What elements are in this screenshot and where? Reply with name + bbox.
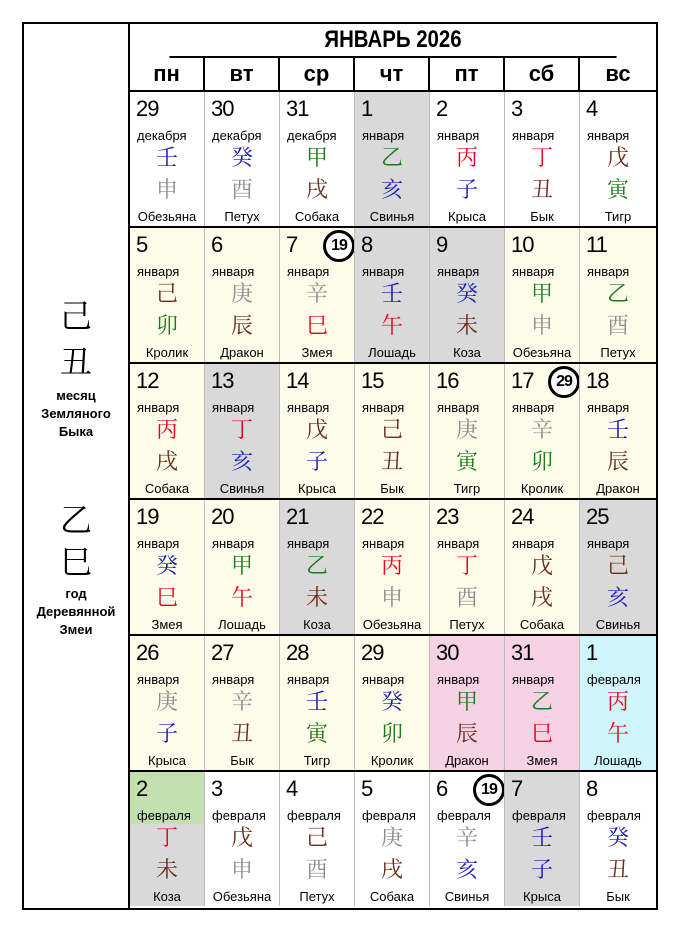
- day-number: 28: [286, 640, 309, 665]
- day-number: 29: [136, 96, 159, 121]
- heavenly-stem: 癸: [455, 282, 478, 307]
- heavenly-stem: 辛: [230, 690, 253, 715]
- animal-name: Свинья: [369, 209, 415, 224]
- day-number: 3: [211, 776, 223, 801]
- month-name: января: [437, 128, 480, 143]
- day-cell[interactable]: [580, 772, 656, 906]
- day-number: 15: [361, 368, 384, 393]
- month-name: января: [362, 128, 405, 143]
- heavenly-stem: 辛: [530, 418, 553, 443]
- week-row: [130, 636, 656, 772]
- heavenly-stem: 甲: [530, 282, 553, 307]
- month-name: февраля: [362, 808, 416, 823]
- month-name: января: [137, 264, 180, 279]
- month-stem: 己: [59, 297, 92, 335]
- earthly-branch: 子: [455, 178, 478, 203]
- earthly-branch: 戌: [530, 586, 553, 611]
- weekday-label: вс: [605, 61, 631, 86]
- month-name: февраля: [587, 808, 641, 823]
- month-name: января: [437, 672, 480, 687]
- day-number: 8: [361, 232, 373, 257]
- day-number: 10: [511, 232, 534, 257]
- day-number: 25: [586, 504, 609, 529]
- month-name: января: [137, 400, 180, 415]
- earthly-branch: 巳: [305, 314, 328, 339]
- weekday-header: [130, 58, 656, 92]
- day-cell[interactable]: [430, 772, 505, 906]
- earthly-branch: 酉: [455, 586, 478, 611]
- month-name: января: [137, 672, 180, 687]
- day-cell[interactable]: [130, 92, 205, 226]
- week-row: [130, 92, 656, 228]
- day-number: 31: [511, 640, 534, 665]
- earthly-branch: 卯: [155, 314, 178, 339]
- day-cell[interactable]: [580, 636, 656, 770]
- earthly-branch: 申: [380, 586, 403, 611]
- animal-name: Коза: [303, 617, 331, 632]
- day-cell[interactable]: [130, 228, 205, 362]
- day-number: 1: [361, 96, 373, 121]
- animal-name: Лошадь: [368, 345, 416, 360]
- year-branch: 巳: [59, 543, 92, 581]
- animal-name: Змея: [526, 753, 558, 768]
- earthly-branch: 未: [305, 586, 328, 611]
- earthly-branch: 酉: [230, 178, 253, 203]
- heavenly-stem: 己: [305, 826, 328, 851]
- day-cell[interactable]: [280, 636, 355, 770]
- animal-name: Крыса: [298, 481, 336, 496]
- month-name: января: [512, 672, 555, 687]
- day-number: 16: [436, 368, 459, 393]
- earthly-branch: 巳: [155, 586, 178, 611]
- day-number: 11: [586, 232, 607, 257]
- day-cell[interactable]: [205, 500, 280, 634]
- animal-name: Собака: [144, 481, 190, 496]
- day-cell[interactable]: [355, 500, 430, 634]
- earthly-branch: 卯: [380, 722, 403, 747]
- weeks-container: [130, 92, 656, 906]
- day-cell[interactable]: [280, 92, 355, 226]
- earthly-branch: 寅: [305, 722, 328, 747]
- animal-name: Собака: [369, 889, 415, 904]
- month-name: января: [362, 672, 405, 687]
- heavenly-stem: 庚: [230, 282, 253, 307]
- day-cell[interactable]: [130, 500, 205, 634]
- heavenly-stem: 丙: [155, 418, 178, 443]
- animal-name: Крыса: [448, 209, 486, 224]
- day-number: 24: [511, 504, 534, 529]
- animal-name: Бык: [380, 481, 404, 496]
- animal-name: Коза: [153, 889, 181, 904]
- animal-name: Крыса: [148, 753, 186, 768]
- lunar-day-badge: 19: [473, 774, 505, 806]
- month-label-line2: Земляного: [41, 406, 111, 421]
- earthly-branch: 未: [455, 314, 478, 339]
- animal-name: Дракон: [445, 753, 489, 768]
- month-name: декабря: [212, 128, 262, 143]
- month-name: декабря: [137, 128, 187, 143]
- month-name: января: [212, 264, 255, 279]
- day-number: 4: [586, 96, 598, 121]
- month-name: января: [437, 264, 480, 279]
- earthly-branch: 巳: [530, 722, 553, 747]
- day-number: 6: [436, 776, 448, 801]
- animal-name: Бык: [606, 889, 630, 904]
- heavenly-stem: 壬: [530, 826, 553, 851]
- earthly-branch: 未: [155, 858, 178, 883]
- day-cell[interactable]: [205, 636, 280, 770]
- month-name: января: [362, 400, 405, 415]
- page-title: ЯНВАРЬ 2026: [169, 24, 616, 58]
- day-number: 14: [286, 368, 309, 393]
- day-cell[interactable]: [355, 228, 430, 362]
- heavenly-stem: 癸: [155, 554, 178, 579]
- week-row: [130, 772, 656, 906]
- month-name: января: [287, 536, 330, 551]
- day-number: 7: [511, 776, 523, 801]
- day-cell[interactable]: [355, 636, 430, 770]
- day-cell[interactable]: [130, 636, 205, 770]
- day-cell[interactable]: [430, 228, 505, 362]
- heavenly-stem: 癸: [380, 690, 403, 715]
- day-cell[interactable]: [205, 228, 280, 362]
- heavenly-stem: 庚: [380, 826, 403, 851]
- day-number: 27: [211, 640, 234, 665]
- month-name: января: [137, 536, 180, 551]
- day-cell[interactable]: [355, 772, 430, 906]
- calendar-frame: [22, 22, 658, 910]
- animal-name: Змея: [301, 345, 333, 360]
- month-name: января: [287, 672, 330, 687]
- animal-name: Кролик: [145, 345, 189, 360]
- earthly-branch: 酉: [305, 858, 328, 883]
- animal-name: Петух: [449, 617, 485, 632]
- month-name: января: [512, 264, 555, 279]
- month-label-line1: месяц: [56, 388, 96, 403]
- day-cell[interactable]: [430, 364, 505, 498]
- heavenly-stem: 辛: [455, 826, 478, 851]
- heavenly-stem: 壬: [155, 146, 178, 171]
- month-name: декабря: [287, 128, 337, 143]
- day-cell[interactable]: [205, 364, 280, 498]
- heavenly-stem: 辛: [305, 282, 328, 307]
- day-cell[interactable]: [580, 228, 656, 362]
- lunar-day-badge: 19: [323, 230, 355, 262]
- month-name: января: [287, 400, 330, 415]
- day-number: 7: [286, 232, 298, 257]
- day-cell[interactable]: [280, 228, 355, 362]
- day-number: 26: [136, 640, 159, 665]
- earthly-branch: 丑: [530, 178, 553, 203]
- animal-name: Свинья: [444, 889, 490, 904]
- heavenly-stem: 壬: [305, 690, 328, 715]
- heavenly-stem: 戊: [530, 554, 553, 579]
- day-number: 29: [361, 640, 384, 665]
- animal-name: Коза: [453, 345, 481, 360]
- day-cell[interactable]: [130, 772, 205, 906]
- year-label-line1: год: [65, 586, 87, 601]
- week-row: [130, 500, 656, 636]
- day-cell[interactable]: [205, 772, 280, 906]
- day-number: 5: [361, 776, 373, 801]
- heavenly-stem: 庚: [455, 418, 478, 443]
- earthly-branch: 申: [530, 314, 553, 339]
- day-number: 19: [136, 504, 159, 529]
- earthly-branch: 亥: [380, 178, 403, 203]
- animal-name: Дракон: [596, 481, 640, 496]
- month-name: января: [362, 536, 405, 551]
- heavenly-stem: 丙: [606, 690, 629, 715]
- month-name: февраля: [287, 808, 341, 823]
- month-name: января: [287, 264, 330, 279]
- day-number: 4: [286, 776, 298, 801]
- day-cell[interactable]: [505, 772, 580, 906]
- earthly-branch: 卯: [530, 450, 553, 475]
- weekday-label: пн: [130, 58, 205, 90]
- day-cell[interactable]: [430, 636, 505, 770]
- weekday-label: чт: [355, 58, 430, 90]
- month-name: января: [512, 536, 555, 551]
- month-name: января: [587, 400, 630, 415]
- day-number: 20: [211, 504, 234, 529]
- earthly-branch: 丑: [380, 450, 403, 475]
- earthly-branch: 午: [230, 586, 253, 611]
- heavenly-stem: 丙: [455, 146, 478, 171]
- day-number: 21: [286, 504, 309, 529]
- month-name: января: [587, 536, 630, 551]
- week-row: [130, 364, 656, 500]
- month-name: февраля: [512, 808, 566, 823]
- month-name: января: [587, 264, 630, 279]
- animal-name: Собака: [519, 617, 565, 632]
- heavenly-stem: 己: [155, 282, 178, 307]
- animal-name: Бык: [230, 753, 254, 768]
- heavenly-stem: 己: [606, 554, 629, 579]
- day-cell[interactable]: [280, 364, 355, 498]
- month-label-line3: Быка: [58, 424, 94, 439]
- earthly-branch: 丑: [606, 858, 629, 883]
- animal-name: Лошадь: [594, 753, 642, 768]
- animal-name: Обезьяна: [212, 889, 272, 904]
- month-name: января: [212, 400, 255, 415]
- year-stem: 乙: [59, 501, 92, 539]
- day-number: 1: [586, 640, 598, 665]
- heavenly-stem: 戊: [606, 146, 629, 171]
- animal-name: Петух: [224, 209, 260, 224]
- earthly-branch: 午: [606, 722, 629, 747]
- day-number: 2: [436, 96, 448, 121]
- earthly-branch: 辰: [606, 450, 629, 475]
- animal-name: Бык: [530, 209, 554, 224]
- day-cell[interactable]: [505, 228, 580, 362]
- day-cell[interactable]: [430, 500, 505, 634]
- month-name: января: [587, 128, 630, 143]
- day-cell[interactable]: [355, 92, 430, 226]
- earthly-branch: 子: [305, 450, 328, 475]
- day-number: 23: [436, 504, 459, 529]
- day-cell[interactable]: [430, 92, 505, 226]
- heavenly-stem: 甲: [455, 690, 478, 715]
- heavenly-stem: 戊: [305, 418, 328, 443]
- day-cell[interactable]: [580, 500, 656, 634]
- earthly-branch: 寅: [455, 450, 478, 475]
- day-number: 9: [436, 232, 448, 257]
- animal-name: Дракон: [220, 345, 264, 360]
- day-number: 31: [286, 96, 309, 121]
- earthly-branch: 辰: [455, 722, 478, 747]
- month-name: января: [512, 400, 555, 415]
- animal-name: Свинья: [595, 617, 641, 632]
- earthly-branch: 亥: [455, 858, 478, 883]
- animal-name: Лошадь: [218, 617, 266, 632]
- month-branch: 丑: [59, 343, 92, 381]
- animal-name: Крыса: [523, 889, 561, 904]
- month-name: января: [437, 400, 480, 415]
- heavenly-stem: 己: [380, 418, 403, 443]
- heavenly-stem: 甲: [230, 554, 253, 579]
- day-number: 18: [586, 368, 609, 393]
- weekday-label: ср: [280, 58, 355, 90]
- day-cell[interactable]: [280, 772, 355, 906]
- day-number: 12: [136, 368, 159, 393]
- day-number: 8: [586, 776, 598, 801]
- month-name: февраля: [437, 808, 491, 823]
- earthly-branch: 辰: [230, 314, 253, 339]
- day-number: 6: [211, 232, 223, 257]
- heavenly-stem: 丙: [380, 554, 403, 579]
- earthly-branch: 酉: [606, 314, 629, 339]
- heavenly-stem: 丁: [455, 554, 478, 579]
- earthly-branch: 寅: [606, 178, 629, 203]
- animal-name: Обезьяна: [512, 345, 572, 360]
- month-name: февраля: [587, 672, 641, 687]
- animal-name: Кролик: [370, 753, 414, 768]
- earthly-branch: 子: [530, 858, 553, 883]
- heavenly-stem: 乙: [606, 282, 629, 307]
- heavenly-stem: 丁: [530, 146, 553, 171]
- calendar-grid: [130, 24, 656, 906]
- earthly-branch: 亥: [606, 586, 629, 611]
- heavenly-stem: 丁: [230, 418, 253, 443]
- heavenly-stem: 癸: [606, 826, 629, 851]
- animal-name: Кролик: [520, 481, 564, 496]
- animal-name: Обезьяна: [137, 209, 197, 224]
- animal-name: Обезьяна: [362, 617, 422, 632]
- month-name: января: [512, 128, 555, 143]
- day-cell[interactable]: [505, 636, 580, 770]
- animal-name: Петух: [299, 889, 335, 904]
- year-label-line2: Деревянной: [36, 604, 116, 619]
- day-cell[interactable]: [580, 364, 656, 498]
- animal-name: Тигр: [604, 209, 632, 224]
- month-name: февраля: [212, 808, 266, 823]
- earthly-branch: 戌: [305, 178, 328, 203]
- weekday-label: вт: [205, 58, 280, 90]
- animal-name: Свинья: [219, 481, 265, 496]
- weekday-label: пт: [430, 58, 505, 90]
- heavenly-stem: 乙: [305, 554, 328, 579]
- heavenly-stem: 甲: [305, 146, 328, 171]
- heavenly-stem: 乙: [530, 690, 553, 715]
- day-number: 17: [511, 368, 534, 393]
- heavenly-stem: 庚: [155, 690, 178, 715]
- day-cell[interactable]: [130, 364, 205, 498]
- day-number: 22: [361, 504, 384, 529]
- day-cell[interactable]: [505, 500, 580, 634]
- day-number: 30: [436, 640, 459, 665]
- earthly-branch: 申: [155, 178, 178, 203]
- month-name: января: [212, 672, 255, 687]
- day-cell[interactable]: [280, 500, 355, 634]
- day-cell[interactable]: [505, 92, 580, 226]
- earthly-branch: 申: [230, 858, 253, 883]
- day-number: 13: [211, 368, 234, 393]
- heavenly-stem: 壬: [380, 282, 403, 307]
- day-cell[interactable]: [580, 92, 656, 226]
- month-name: января: [362, 264, 405, 279]
- month-name: февраля: [137, 808, 191, 823]
- day-cell[interactable]: [505, 364, 580, 498]
- earthly-branch: 亥: [230, 450, 253, 475]
- day-number: 3: [511, 96, 523, 121]
- animal-name: Петух: [600, 345, 636, 360]
- heavenly-stem: 乙: [380, 146, 403, 171]
- earthly-branch: 戌: [155, 450, 178, 475]
- sidebar: [24, 24, 130, 908]
- animal-name: Тигр: [453, 481, 481, 496]
- animal-name: Собака: [294, 209, 340, 224]
- year-label-line3: Змеи: [59, 622, 93, 637]
- day-number: 5: [136, 232, 148, 257]
- week-row: [130, 228, 656, 364]
- weekday-label: сб: [505, 58, 580, 90]
- heavenly-stem: 戊: [230, 826, 253, 851]
- heavenly-stem: 丁: [155, 826, 178, 851]
- month-name: января: [212, 536, 255, 551]
- day-number: 30: [211, 96, 234, 121]
- month-name: января: [437, 536, 480, 551]
- day-number: 2: [136, 776, 148, 801]
- animal-name: Тигр: [303, 753, 331, 768]
- day-cell[interactable]: [355, 364, 430, 498]
- earthly-branch: 丑: [230, 722, 253, 747]
- earthly-branch: 戌: [380, 858, 403, 883]
- earthly-branch: 午: [380, 314, 403, 339]
- earthly-branch: 子: [155, 722, 178, 747]
- heavenly-stem: 癸: [230, 146, 253, 171]
- day-cell[interactable]: [205, 92, 280, 226]
- heavenly-stem: 壬: [606, 418, 629, 443]
- lunar-day-badge: 29: [548, 366, 580, 398]
- animal-name: Змея: [151, 617, 183, 632]
